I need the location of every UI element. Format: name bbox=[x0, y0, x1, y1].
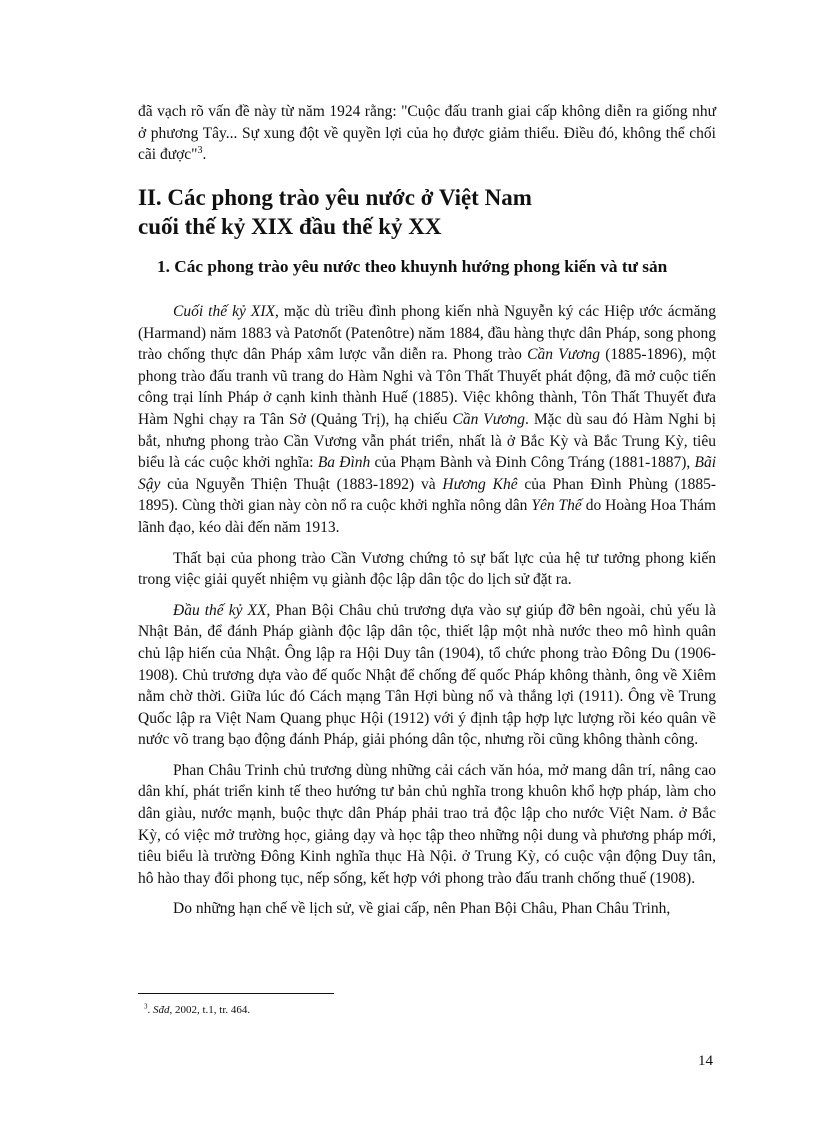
paragraph-text: , Phan Bội Châu chủ trương dựa vào sự giúp đỡ bên ngoài, chủ yếu là Nhật Bản, để đánh Pháp giành độc lập dân tộc, thiết lập một nhà nước theo mô hình quân chủ lập hiến của Nhật. Ông lập ra Hội Duy tân (1904), tổ chức phong trào Đông Du (1906-1908). Chủ trương dựa vào đế quốc Nhật để chống đế quốc Pháp không thành, ông về Xiêm nằm chờ thời. Giữa lúc đó Cách mạng Tân Hợi bùng nổ và thắng lợi (1911). Ông về Trung Quốc lập ra Việt Nam Quang phục Hội (1912) với ý định tập hợp lực lượng rồi kéo quân về nước võ trang bạo động đánh Pháp, giải phóng dân tộc, nhưng rồi cũng không thành công. bbox=[138, 601, 716, 749]
paragraph-4: Phan Châu Trinh chủ trương dùng những cải cách văn hóa, mở mang dân trí, nâng cao dân khí, phát triển kinh tế theo hướng tư bản chủ nghĩa trong khuôn khổ hợp pháp, làm cho dân giàu, nước mạnh, buộc thực dân Pháp phải trao trả độc lập cho nước Việt Nam. ở Bắc Kỳ, có việc mở trường học, giảng dạy và học tập theo những nội dung và phương pháp mới, tiêu biểu là trường Đông Kinh nghĩa thục Hà Nội. ở Trung Kỳ, có cuộc vận động Duy tân, hô hào thay đổi phong tục, nếp sống, kết hợp với phong trào đấu tranh chống thuế (1908). bbox=[138, 761, 716, 887]
italic-term: Hương Khê bbox=[442, 475, 518, 493]
italic-term: Cần Vương bbox=[527, 346, 600, 364]
paragraph-text: (1885-1896), một phong trào đấu tranh vũ trang do Hàm Nghi và Tôn Thất Thuyết phát động, đã mở cuộc tiến công trại lính Pháp ở cạnh kinh thành Huế (1885). Việc không thành, Tôn Thất Thuyết đưa Hàm Nghi chạy ra Tân Sở (Quảng Trị), hạ chiếu bbox=[138, 346, 716, 428]
footnote-dot: . bbox=[147, 1004, 153, 1016]
paragraph-text: . Mặc dù sau đó Hàm Nghi bị bắt, nhưng phong trào Cần Vương vẫn phát triển, nhất là ở Bắc Kỳ và Bắc Trung Kỳ, tiêu biểu là các cuộc khởi nghĩa: bbox=[138, 410, 716, 472]
section-heading-line2: cuối thế kỷ XIX đầu thế kỷ XX bbox=[138, 214, 442, 239]
paragraph-text: của Phạm Bành và Đinh Công Tráng (1881-1887), bbox=[370, 454, 695, 472]
paragraph-text: do Hoàng Hoa Thám lãnh đạo, kéo dài đến năm 1913. bbox=[138, 497, 717, 536]
footnote bbox=[144, 1003, 250, 1017]
italic-term: Ba Đình bbox=[317, 454, 371, 472]
footnote-divider bbox=[138, 993, 334, 994]
intro-paragraph bbox=[138, 101, 716, 166]
main-body bbox=[138, 301, 716, 920]
footnote-source: Sđd bbox=[153, 1004, 170, 1016]
italic-term: Cuối thế kỷ XIX bbox=[173, 303, 275, 320]
paragraph-5: Do những hạn chế về lịch sử, về giai cấp, nên Phan Bội Châu, Phan Châu Trinh, bbox=[173, 900, 671, 918]
footnote-citation: , 2002, t.1, tr. 464. bbox=[169, 1004, 251, 1016]
italic-term: Yên Thế bbox=[531, 497, 582, 515]
paragraph-3 bbox=[138, 600, 716, 751]
paragraph-text: của Phan Đình Phùng (1885-1895). Cùng thời gian này còn nổ ra cuộc khởi nghĩa nông dân bbox=[138, 475, 716, 515]
section-heading bbox=[138, 183, 698, 241]
italic-term: Cần Vương bbox=[452, 410, 525, 428]
italic-term: Đầu thế kỷ XX bbox=[173, 601, 267, 619]
page-number: 14 bbox=[698, 1053, 713, 1069]
intro-end: . bbox=[202, 146, 207, 164]
italic-term: Bãi Sậy bbox=[138, 454, 717, 493]
paragraph-text: , mặc dù triều đình phong kiến nhà Nguyễn ký các Hiệp ước ácmăng (Harmand) năm 1883 và Patơnốt (Patenôtre) năm 1884, đầu hàng thực dân Pháp, song phong trào chống thực dân Pháp xâm lược vẫn diễn ra. Phong trào bbox=[138, 303, 716, 364]
subsection-heading: 1. Các phong trào yêu nước theo khuynh hướng phong kiến và tư sản bbox=[157, 257, 668, 276]
paragraph-text: của Nguyễn Thiện Thuật (1883-1892) và bbox=[160, 475, 443, 493]
intro-text: đã vạch rõ vấn đề này từ năm 1924 rằng: "Cuộc đấu tranh giai cấp không diễn ra giống như ở phương Tây... Sự xung đột về quyền lợi của họ được giảm thiểu. Điều đó, không thể chối cãi được" bbox=[138, 103, 716, 164]
footnote-reference[interactable]: 3 bbox=[197, 145, 203, 157]
paragraph-1 bbox=[138, 301, 716, 539]
section-heading-line1: II. Các phong trào yêu nước ở Việt Nam bbox=[138, 185, 532, 210]
footnote-number: 3 bbox=[144, 1002, 148, 1011]
paragraph-2: Thất bại của phong trào Cần Vương chứng tỏ sự bất lực của hệ tư tưởng phong kiến trong việc giải quyết nhiệm vụ giành độc lập dân tộc do lịch sử đặt ra. bbox=[138, 549, 716, 589]
